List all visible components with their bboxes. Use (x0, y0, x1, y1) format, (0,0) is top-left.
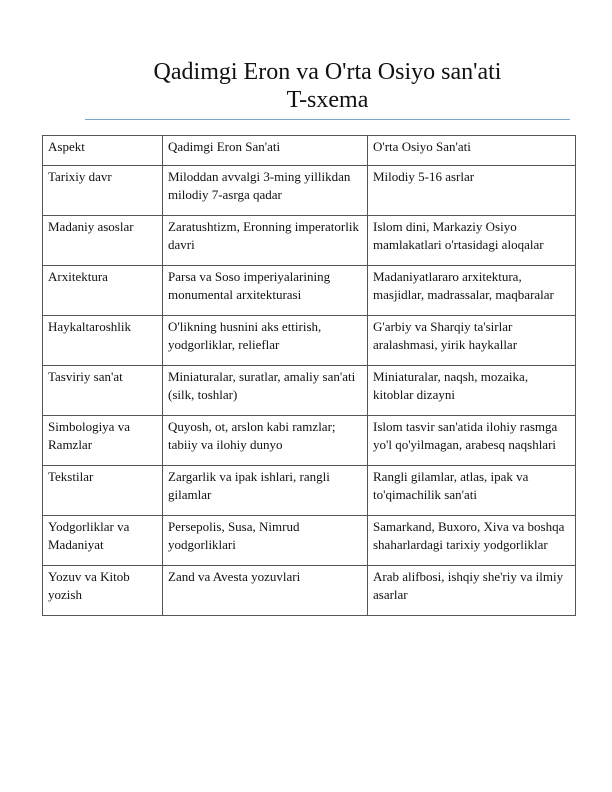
table-header-row (43, 136, 576, 166)
header-cell: Qadimgi Eron San'ati (163, 136, 368, 166)
aspect-cell: Simbologiya va Ramzlar (43, 415, 163, 465)
iran-cell: Zargarlik va ipak ishlari, rangli gilamlar (163, 465, 368, 515)
aspect-cell: Tarixiy davr (43, 165, 163, 215)
comparison-table (42, 135, 576, 616)
title-divider (85, 119, 570, 120)
central-asia-cell: Madaniyatlararo arxitektura, masjidlar, madrassalar, maqbaralar (368, 265, 576, 315)
iran-cell: Zand va Avesta yozuvlari (163, 565, 368, 615)
table-row (43, 565, 576, 615)
header-cell: Aspekt (43, 136, 163, 166)
table-row (43, 415, 576, 465)
table-row (43, 215, 576, 265)
aspect-cell: Tasviriy san'at (43, 365, 163, 415)
table-row (43, 515, 576, 565)
central-asia-cell: Islom tasvir san'atida ilohiy rasmga yo'l qo'yilmagan, arabesq naqshlari (368, 415, 576, 465)
title-line-1: Qadimgi Eron va O'rta Osiyo san'ati (153, 59, 502, 85)
title-line-2: T-sxema (286, 87, 369, 113)
iran-cell: Miniaturalar, suratlar, amaliy san'ati (silk, toshlar) (163, 365, 368, 415)
table-row (43, 165, 576, 215)
central-asia-cell: Miniaturalar, naqsh, mozaika, kitoblar dizayni (368, 365, 576, 415)
table-row (43, 315, 576, 365)
iran-cell: Persepolis, Susa, Nimrud yodgorliklari (163, 515, 368, 565)
central-asia-cell: Arab alifbosi, ishqiy she'riy va ilmiy asarlar (368, 565, 576, 615)
table-row (43, 265, 576, 315)
central-asia-cell: Rangli gilamlar, atlas, ipak va to'qimachilik san'ati (368, 465, 576, 515)
table-row (43, 465, 576, 515)
iran-cell: Parsa va Soso imperiyalarining monumental arxitekturasi (163, 265, 368, 315)
aspect-cell: Arxitektura (43, 265, 163, 315)
table-row (43, 365, 576, 415)
aspect-cell: Madaniy asoslar (43, 215, 163, 265)
aspect-cell: Yodgorliklar va Madaniyat (43, 515, 163, 565)
aspect-cell: Haykaltaroshlik (43, 315, 163, 365)
header-cell: O'rta Osiyo San'ati (368, 136, 576, 166)
iran-cell: O'likning husnini aks ettirish, yodgorliklar, relieflar (163, 315, 368, 365)
page-title (85, 58, 570, 114)
iran-cell: Zaratushtizm, Eronning imperatorlik davri (163, 215, 368, 265)
iran-cell: Miloddan avvalgi 3-ming yillikdan milodiy 7-asrga qadar (163, 165, 368, 215)
aspect-cell: Tekstilar (43, 465, 163, 515)
central-asia-cell: Islom dini, Markaziy Osiyo mamlakatlari o'rtasidagi aloqalar (368, 215, 576, 265)
central-asia-cell: Milodiy 5-16 asrlar (368, 165, 576, 215)
aspect-cell: Yozuv va Kitob yozish (43, 565, 163, 615)
central-asia-cell: Samarkand, Buxoro, Xiva va boshqa shaharlardagi tarixiy yodgorliklar (368, 515, 576, 565)
iran-cell: Quyosh, ot, arslon kabi ramzlar; tabiiy va ilohiy dunyo (163, 415, 368, 465)
central-asia-cell: G'arbiy va Sharqiy ta'sirlar aralashmasi, yirik haykallar (368, 315, 576, 365)
